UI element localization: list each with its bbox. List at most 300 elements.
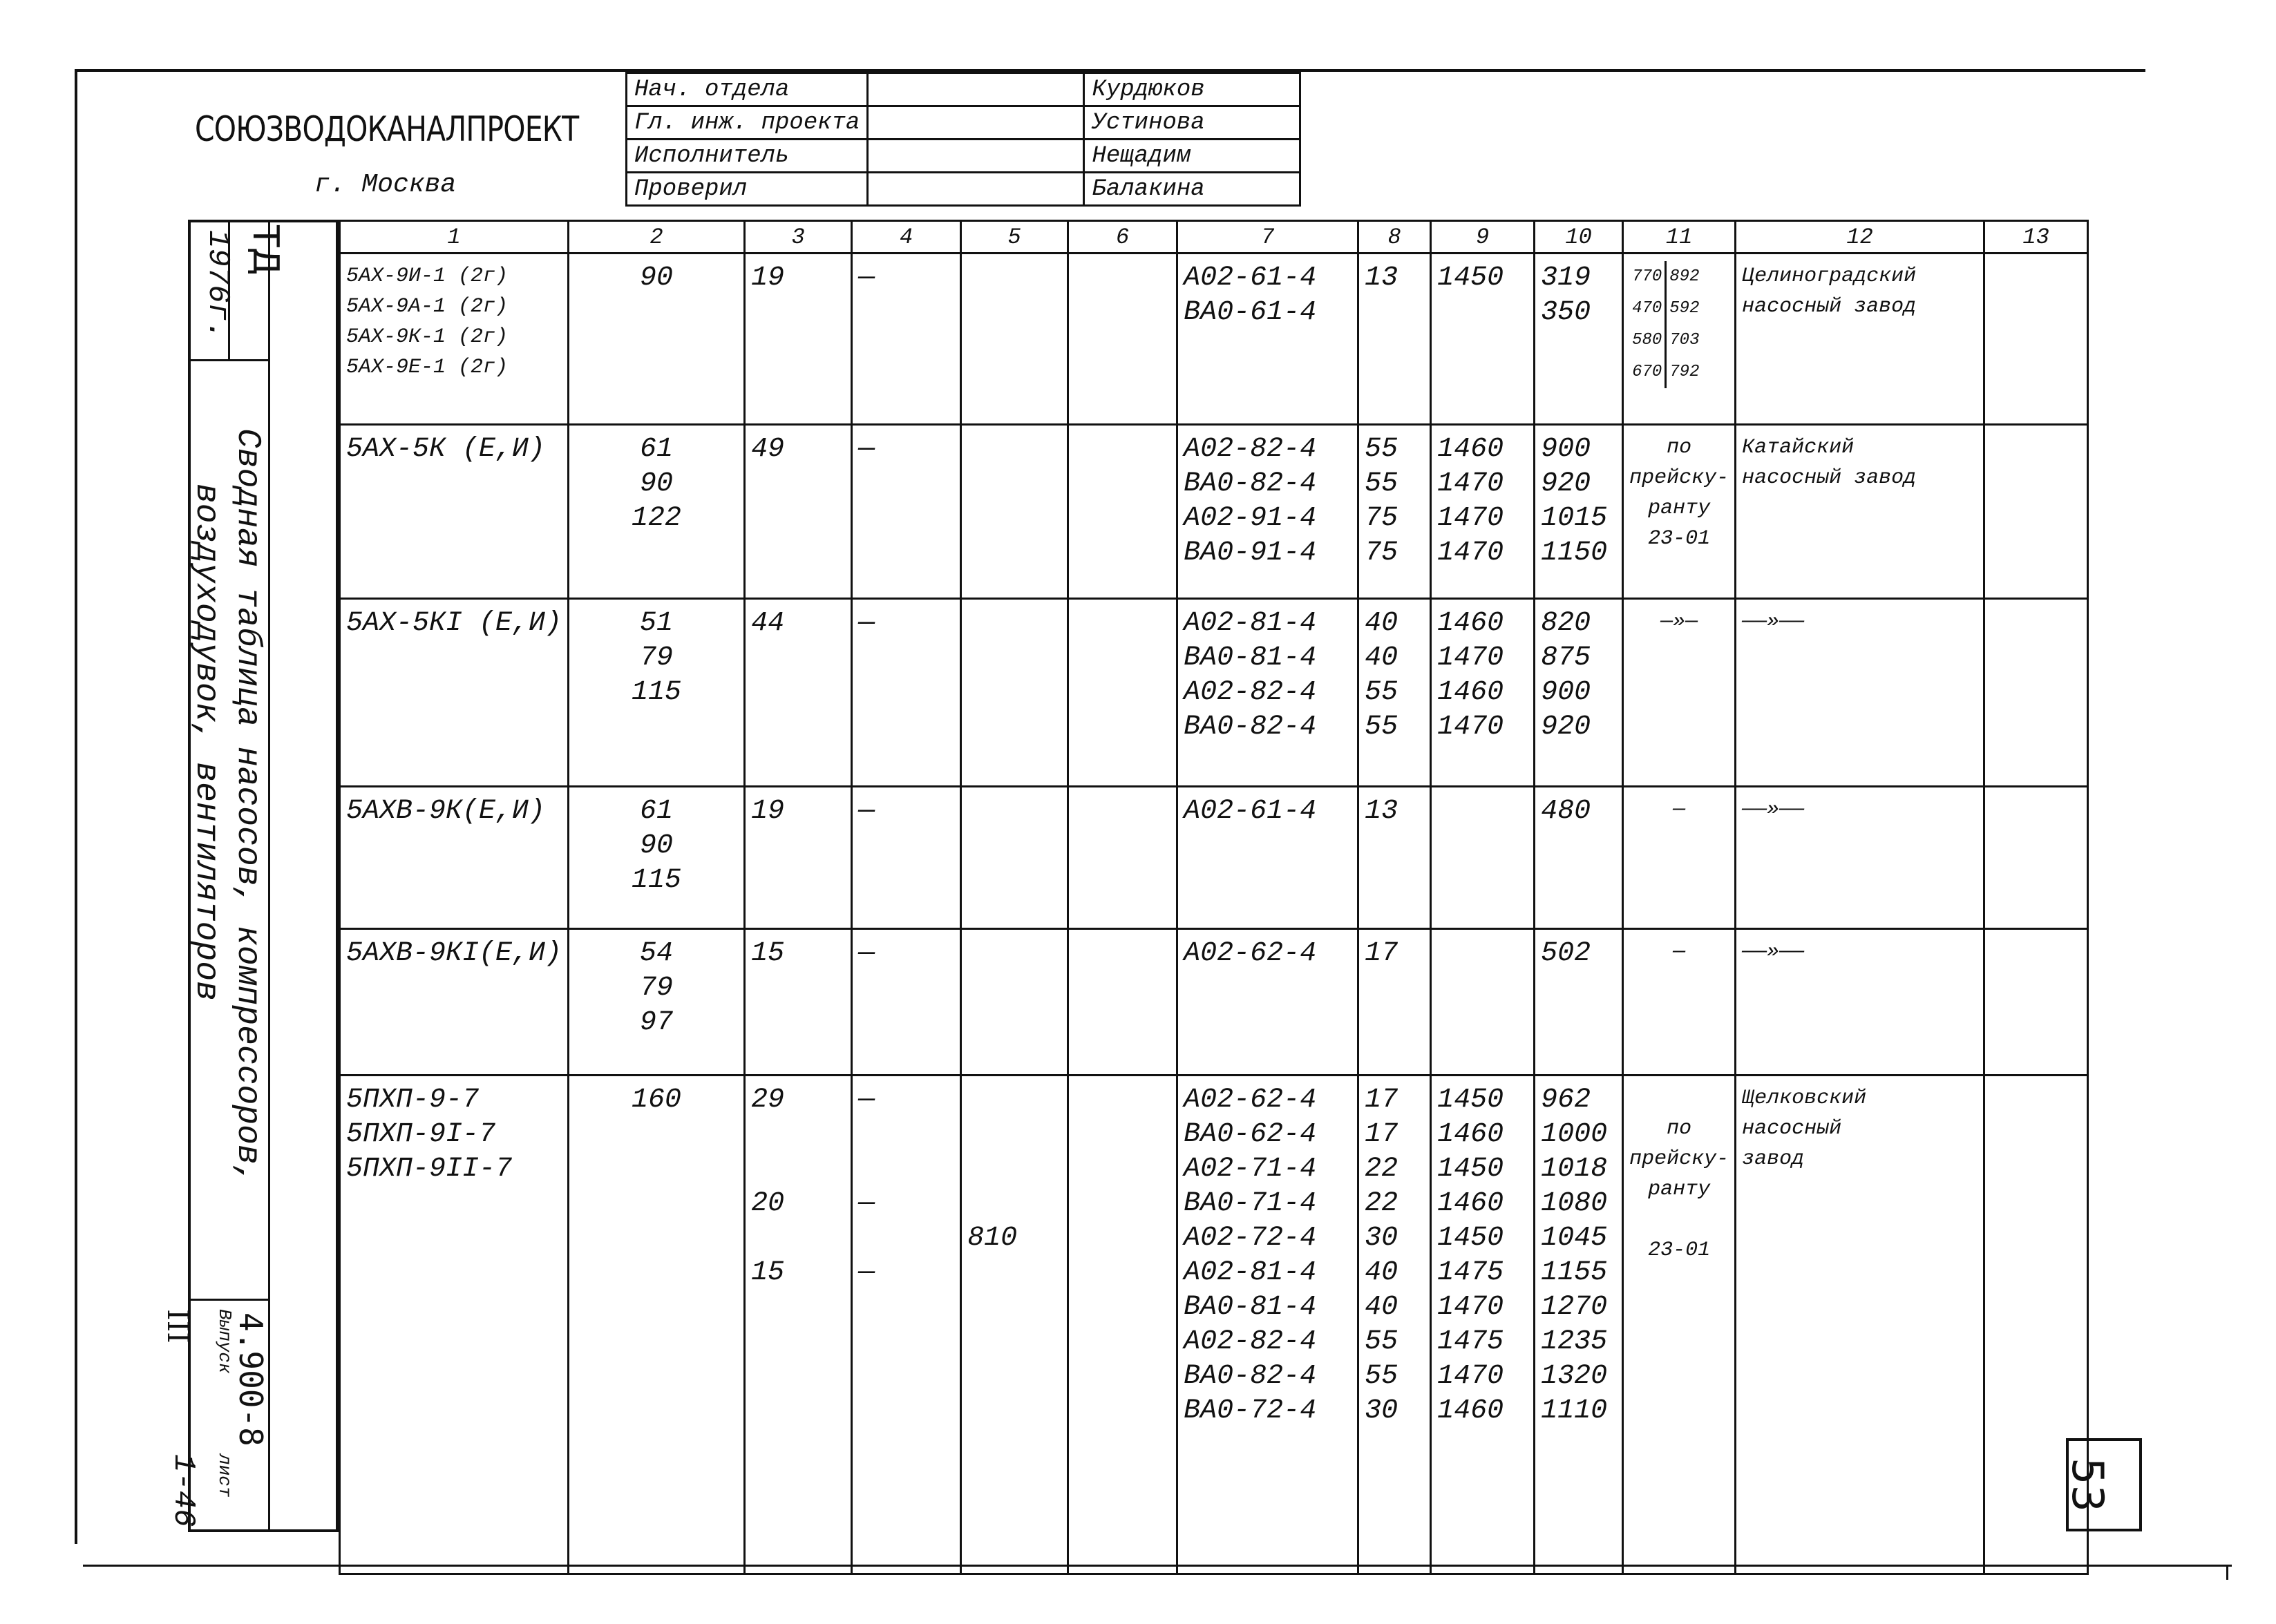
cell-line: 1475 (1437, 1257, 1504, 1288)
table-cell-col13 (1984, 929, 2088, 1076)
table-cell-col4 (852, 254, 961, 425)
table-cell-col13 (1984, 425, 2088, 599)
cell-line: 19 (751, 796, 785, 827)
cell-line: 49 (751, 434, 785, 465)
table-cell-col10 (1535, 929, 1623, 1076)
staff-name: Курдюков (1084, 73, 1300, 106)
table-cell-col8 (1358, 599, 1431, 787)
cell-line: А02-82-4 (1184, 434, 1317, 465)
bottom-border-tick (2226, 1565, 2228, 1580)
table-cell-col9 (1431, 787, 1535, 929)
cell-line: — (858, 1257, 875, 1288)
table-cell-col11 (1623, 425, 1736, 599)
cell-line: 30 (1365, 1395, 1398, 1426)
table-cell-col1 (340, 425, 569, 599)
cell-line: 55 (1365, 677, 1398, 708)
table-cell-col5 (961, 929, 1068, 1076)
cell-line: 54 (640, 938, 674, 969)
cell-line: А02-81-4 (1184, 1257, 1317, 1288)
table-cell-col10 (1535, 1076, 1623, 1574)
price-value: 580 (1629, 325, 1667, 356)
table-cell-col3 (745, 599, 852, 787)
cell-line: 13 (1365, 262, 1398, 294)
cell-line: 1155 (1541, 1257, 1608, 1288)
cell-line: 319 (1541, 262, 1591, 294)
cell-line: 15 (751, 938, 785, 969)
cell-line: ——»—— (1742, 610, 1805, 633)
table-cell-col3 (745, 929, 852, 1076)
cell-line: Целиноградский (1742, 265, 1917, 288)
table-cell-col9 (1431, 425, 1535, 599)
cell-line: 55 (1365, 1361, 1398, 1392)
price-value: 703 (1669, 331, 1700, 350)
cell-line (1629, 1205, 1729, 1235)
table-cell-col3 (745, 787, 852, 929)
table-cell-col9 (1431, 254, 1535, 425)
staff-name: Нещадим (1084, 140, 1300, 173)
cell-line (858, 1118, 954, 1152)
table-cell-col10 (1535, 254, 1623, 425)
cell-line: насосный завод (1742, 295, 1917, 318)
table-cell-col5 (961, 425, 1068, 599)
cell-line: — (858, 434, 875, 465)
signature-cell (868, 140, 1084, 173)
cell-line: — (858, 262, 875, 294)
table-cell-col13 (1984, 787, 2088, 929)
cell-line: 1235 (1541, 1326, 1608, 1357)
document-title-line2: воздуходувок, вентиляторов (187, 484, 225, 1001)
cell-line: 1110 (1541, 1395, 1608, 1426)
cell-line: насосный (1742, 1117, 1842, 1140)
cell-line: А02-81-4 (1184, 608, 1317, 639)
cell-line: 1460 (1437, 677, 1504, 708)
cell-line (967, 1118, 1061, 1152)
cell-line: —»— (1660, 610, 1698, 633)
cell-line: Катайский (1742, 436, 1855, 459)
cell-line: 23-01 (1648, 1239, 1711, 1262)
table-cell-col9 (1431, 599, 1535, 787)
cell-line: А02-82-4 (1184, 677, 1317, 708)
cell-line: 55 (1365, 468, 1398, 499)
price-value: 792 (1669, 363, 1700, 381)
cell-line: 23-01 (1648, 527, 1711, 551)
cell-line: 875 (1541, 642, 1591, 674)
cell-line: 1460 (1437, 1188, 1504, 1219)
table-row (340, 425, 2088, 599)
cell-line: А02-62-4 (1184, 938, 1317, 969)
cell-line: 1080 (1541, 1188, 1608, 1219)
cell-line: прейску- (1629, 1147, 1729, 1171)
table-cell-col2 (569, 599, 745, 787)
cell-line: 5АХ-5К (Е,И) (346, 434, 546, 465)
table-cell-col8 (1358, 254, 1431, 425)
column-number: 4 (852, 221, 961, 254)
code-label: ТД (245, 225, 286, 276)
staff-role: Нач. отдела (627, 73, 868, 106)
table-cell-col12 (1736, 787, 1984, 929)
cell-line: 40 (1365, 1257, 1398, 1288)
cell-line: 90 (640, 830, 674, 861)
cell-line (858, 1152, 954, 1187)
cell-line: 1450 (1437, 1223, 1504, 1254)
column-number: 3 (745, 221, 852, 254)
table-cell-col1 (340, 929, 569, 1076)
table-cell-col10 (1535, 599, 1623, 787)
cell-line (751, 1221, 845, 1256)
table-row (340, 1076, 2088, 1574)
table-cell-col10 (1535, 787, 1623, 929)
cell-line: 1150 (1541, 537, 1608, 569)
cell-line: 1450 (1437, 262, 1504, 294)
cell-line: 5ПХП-9-7 (346, 1085, 480, 1116)
table-row (340, 599, 2088, 787)
cell-line: 61 (640, 796, 674, 827)
table-cell-col11 (1623, 929, 1736, 1076)
table-cell-col2 (569, 254, 745, 425)
cell-line: 920 (1541, 711, 1591, 743)
cell-line: 40 (1365, 642, 1398, 674)
page-number: 53 (2062, 1458, 2113, 1512)
cell-line: 1470 (1437, 537, 1504, 569)
table-cell-col3 (745, 425, 852, 599)
cell-line: 1470 (1437, 711, 1504, 743)
table-cell-col6 (1068, 254, 1177, 425)
cell-line: 17 (1365, 1119, 1398, 1150)
table-cell-col10 (1535, 425, 1623, 599)
table-cell-col1 (340, 599, 569, 787)
staff-role: Исполнитель (627, 140, 868, 173)
table-cell-col11 (1623, 787, 1736, 929)
table-cell-col12 (1736, 599, 1984, 787)
column-number: 2 (569, 221, 745, 254)
document-number: 4.900-8 (232, 1312, 269, 1446)
table-cell-col8 (1358, 787, 1431, 929)
table-cell-col6 (1068, 1076, 1177, 1574)
column-number: 13 (1984, 221, 2088, 254)
cell-line: 79 (640, 642, 674, 674)
cell-line: 1475 (1437, 1326, 1504, 1357)
cell-line: 115 (632, 865, 682, 896)
cell-line: ВА0-81-4 (1184, 642, 1317, 674)
cell-line: 20 (751, 1188, 785, 1219)
column-number: 12 (1736, 221, 1984, 254)
cell-line: 97 (640, 1007, 674, 1038)
table-cell-col12 (1736, 929, 1984, 1076)
cell-line: 1450 (1437, 1154, 1504, 1185)
price-pair (1629, 325, 1729, 356)
table-cell-col11 (1623, 254, 1736, 425)
staff-row (627, 173, 1300, 206)
cell-line: 900 (1541, 434, 1591, 465)
cell-line: 90 (640, 262, 674, 294)
table-cell-col12 (1736, 425, 1984, 599)
cell-line (967, 1083, 1061, 1118)
table-cell-col5 (961, 254, 1068, 425)
cell-line: 79 (640, 973, 674, 1004)
cell-line: 15 (751, 1257, 785, 1288)
cell-line: А02-82-4 (1184, 1326, 1317, 1357)
table-cell-col9 (1431, 929, 1535, 1076)
cell-line: А02-71-4 (1184, 1154, 1317, 1185)
cell-line: ВА0-62-4 (1184, 1119, 1317, 1150)
sheet-label: лист (214, 1454, 235, 1498)
cell-line: ранту (1648, 1178, 1711, 1201)
cell-line: — (1673, 798, 1686, 821)
cell-line: 1470 (1437, 468, 1504, 499)
cell-line: насосный завод (1742, 466, 1917, 490)
sheet-value: 1-46 (166, 1454, 200, 1527)
cell-line: 115 (632, 677, 682, 708)
price-pair (1629, 356, 1729, 388)
table-cell-col3 (745, 1076, 852, 1574)
table-cell-col4 (852, 599, 961, 787)
cell-line: А02-91-4 (1184, 503, 1317, 534)
cell-line: 55 (1365, 1326, 1398, 1357)
table-cell-col2 (569, 425, 745, 599)
table-cell-col1 (340, 1076, 569, 1574)
cell-line: 350 (1541, 297, 1591, 328)
table-cell-col7 (1177, 787, 1358, 929)
cell-line: 5АХ-9И-1 (2г) (346, 265, 509, 288)
table-cell-col11 (1623, 599, 1736, 787)
equipment-table (339, 220, 2089, 1575)
cell-line: 17 (1365, 938, 1398, 969)
cell-line: 13 (1365, 796, 1398, 827)
table-header-row (340, 221, 2088, 254)
cell-line: ВА0-82-4 (1184, 711, 1317, 743)
cell-line: 502 (1541, 938, 1591, 969)
cell-line: 90 (640, 468, 674, 499)
price-value: 592 (1669, 299, 1700, 318)
cell-line: 920 (1541, 468, 1591, 499)
column-number: 5 (961, 221, 1068, 254)
table-cell-col8 (1358, 929, 1431, 1076)
table-cell-col5 (961, 599, 1068, 787)
staff-signature-table (625, 72, 1301, 207)
cell-line: ВА0-91-4 (1184, 537, 1317, 569)
cell-line: ——»—— (1742, 798, 1805, 821)
cell-line: 1460 (1437, 1395, 1504, 1426)
table-cell-col7 (1177, 425, 1358, 599)
cell-line: А02-62-4 (1184, 1085, 1317, 1116)
cell-line: 122 (632, 503, 682, 534)
signature-cell (868, 173, 1084, 206)
table-cell-col4 (852, 1076, 961, 1574)
column-number: 7 (1177, 221, 1358, 254)
column-number: 9 (1431, 221, 1535, 254)
table-cell-col7 (1177, 1076, 1358, 1574)
price-value: 770 (1629, 261, 1667, 293)
price-value: 892 (1669, 267, 1700, 286)
table-cell-col7 (1177, 929, 1358, 1076)
cell-line: 1470 (1437, 642, 1504, 674)
cell-line: 22 (1365, 1188, 1398, 1219)
cell-line: 1460 (1437, 608, 1504, 639)
price-pair (1629, 293, 1729, 325)
cell-line: ВА0-81-4 (1184, 1292, 1317, 1323)
cell-line: 1000 (1541, 1119, 1608, 1150)
cell-line: 900 (1541, 677, 1591, 708)
cell-line: 962 (1541, 1085, 1591, 1116)
cell-line (967, 1187, 1061, 1221)
table-cell-col5 (961, 787, 1068, 929)
column-number: 6 (1068, 221, 1177, 254)
cell-line: ВА0-82-4 (1184, 468, 1317, 499)
signature-cell (868, 106, 1084, 140)
cell-line: 44 (751, 608, 785, 639)
year-label: 1976г. (200, 230, 235, 340)
cell-line: 5ПХП-9II-7 (346, 1154, 513, 1185)
issue-label: Выпуск (214, 1309, 235, 1374)
cell-line: А02-61-4 (1184, 262, 1317, 294)
cell-line: по (1667, 436, 1692, 459)
table-cell-col12 (1736, 254, 1984, 425)
cell-line (1629, 1083, 1729, 1114)
cell-line: 1018 (1541, 1154, 1608, 1185)
organization-name: СОЮЗВОДОКАНАЛПРОЕКТ (195, 109, 579, 149)
cell-line: прейску- (1629, 466, 1729, 490)
cell-line: 1450 (1437, 1085, 1504, 1116)
cell-line: ——»—— (1742, 940, 1805, 964)
cell-line: 51 (640, 608, 674, 639)
price-pair (1629, 261, 1729, 293)
cell-line: 1460 (1437, 1119, 1504, 1150)
cell-line (751, 1152, 845, 1187)
cell-line: по (1667, 1117, 1692, 1140)
cell-line: 810 (967, 1223, 1018, 1254)
staff-row (627, 106, 1300, 140)
table-cell-col4 (852, 425, 961, 599)
staff-name: Балакина (1084, 173, 1300, 206)
table-cell-col9 (1431, 1076, 1535, 1574)
staff-row (627, 140, 1300, 173)
table-cell-col13 (1984, 254, 2088, 425)
cell-line: 75 (1365, 503, 1398, 534)
cell-line: ВА0-82-4 (1184, 1361, 1317, 1392)
cell-line: 5АХ-9К-1 (2г) (346, 325, 509, 349)
table-cell-col6 (1068, 787, 1177, 929)
cell-line: 61 (640, 434, 674, 465)
cell-line: 480 (1541, 796, 1591, 827)
cell-line: 17 (1365, 1085, 1398, 1116)
cell-line: 30 (1365, 1223, 1398, 1254)
cell-line: 22 (1365, 1154, 1398, 1185)
cell-line: 1470 (1437, 1292, 1504, 1323)
column-number: 11 (1623, 221, 1736, 254)
table-cell-col13 (1984, 1076, 2088, 1574)
table-cell-col1 (340, 787, 569, 929)
document-title-line1: Сводная таблица насосов, компрессоров, (229, 428, 266, 1185)
cell-line: 160 (632, 1085, 682, 1116)
cell-line: 5АХ-9Е-1 (2г) (346, 356, 509, 379)
staff-name: Устинова (1084, 106, 1300, 140)
cell-line (858, 1221, 954, 1256)
cell-line: 820 (1541, 608, 1591, 639)
cell-line: 1460 (1437, 434, 1504, 465)
table-cell-col7 (1177, 254, 1358, 425)
cell-line: 55 (1365, 711, 1398, 743)
column-number: 1 (340, 221, 569, 254)
cell-line: 1470 (1437, 1361, 1504, 1392)
cell-line: 1045 (1541, 1223, 1608, 1254)
cell-line: 5АХ-5КI (Е,И) (346, 608, 562, 639)
cell-line: 29 (751, 1085, 785, 1116)
cell-line: ВА0-72-4 (1184, 1395, 1317, 1426)
table-cell-col4 (852, 787, 961, 929)
table-cell-col6 (1068, 425, 1177, 599)
city-label: г. Москва (314, 170, 457, 200)
table-cell-col13 (1984, 599, 2088, 787)
price-value: 670 (1629, 356, 1667, 388)
cell-line: А02-61-4 (1184, 796, 1317, 827)
column-number: 8 (1358, 221, 1431, 254)
table-cell-col12 (1736, 1076, 1984, 1574)
table-cell-col6 (1068, 599, 1177, 787)
side-divider (188, 1299, 268, 1301)
table-cell-col1 (340, 254, 569, 425)
column-number: 10 (1535, 221, 1623, 254)
cell-line: ранту (1648, 497, 1711, 520)
cell-line: 75 (1365, 537, 1398, 569)
signature-cell (868, 73, 1084, 106)
cell-line (967, 1152, 1061, 1187)
cell-line: — (858, 1085, 875, 1116)
cell-line: — (1673, 940, 1686, 964)
table-row (340, 929, 2088, 1076)
table-cell-col8 (1358, 425, 1431, 599)
table-row (340, 254, 2088, 425)
cell-line: — (858, 608, 875, 639)
cell-line: 1015 (1541, 503, 1608, 534)
table-cell-col2 (569, 1076, 745, 1574)
table-cell-col6 (1068, 929, 1177, 1076)
cell-line: А02-72-4 (1184, 1223, 1317, 1254)
table-cell-col4 (852, 929, 961, 1076)
cell-line: 1270 (1541, 1292, 1608, 1323)
cell-line: 1470 (1437, 503, 1504, 534)
cell-line: завод (1742, 1147, 1805, 1171)
cell-line: Щелковский (1742, 1087, 1867, 1110)
staff-role: Гл. инж. проекта (627, 106, 868, 140)
cell-line: — (858, 796, 875, 827)
side-divider (188, 359, 268, 361)
cell-line: 1320 (1541, 1361, 1608, 1392)
staff-role: Проверил (627, 173, 868, 206)
cell-line: 40 (1365, 608, 1398, 639)
cell-line: 19 (751, 262, 785, 294)
cell-line: 5АХВ-9К(Е,И) (346, 796, 546, 827)
table-cell-col11 (1623, 1076, 1736, 1574)
table-cell-col2 (569, 787, 745, 929)
cell-line: 5ПХП-9I-7 (346, 1119, 496, 1150)
table-cell-col3 (745, 254, 852, 425)
cell-line: ВА0-71-4 (1184, 1188, 1317, 1219)
cell-line: 5АХВ-9КI(Е,И) (346, 938, 562, 969)
price-value: 470 (1629, 293, 1667, 325)
cell-line: 40 (1365, 1292, 1398, 1323)
cell-line: 55 (1365, 434, 1398, 465)
cell-line (751, 1118, 845, 1152)
table-row (340, 787, 2088, 929)
staff-row (627, 73, 1300, 106)
cell-line: ВА0-61-4 (1184, 297, 1317, 328)
issue-value: III (161, 1309, 195, 1344)
cell-line: — (858, 938, 875, 969)
table-cell-col8 (1358, 1076, 1431, 1574)
table-cell-col5 (961, 1076, 1068, 1574)
cell-line: — (858, 1188, 875, 1219)
table-cell-col7 (1177, 599, 1358, 787)
